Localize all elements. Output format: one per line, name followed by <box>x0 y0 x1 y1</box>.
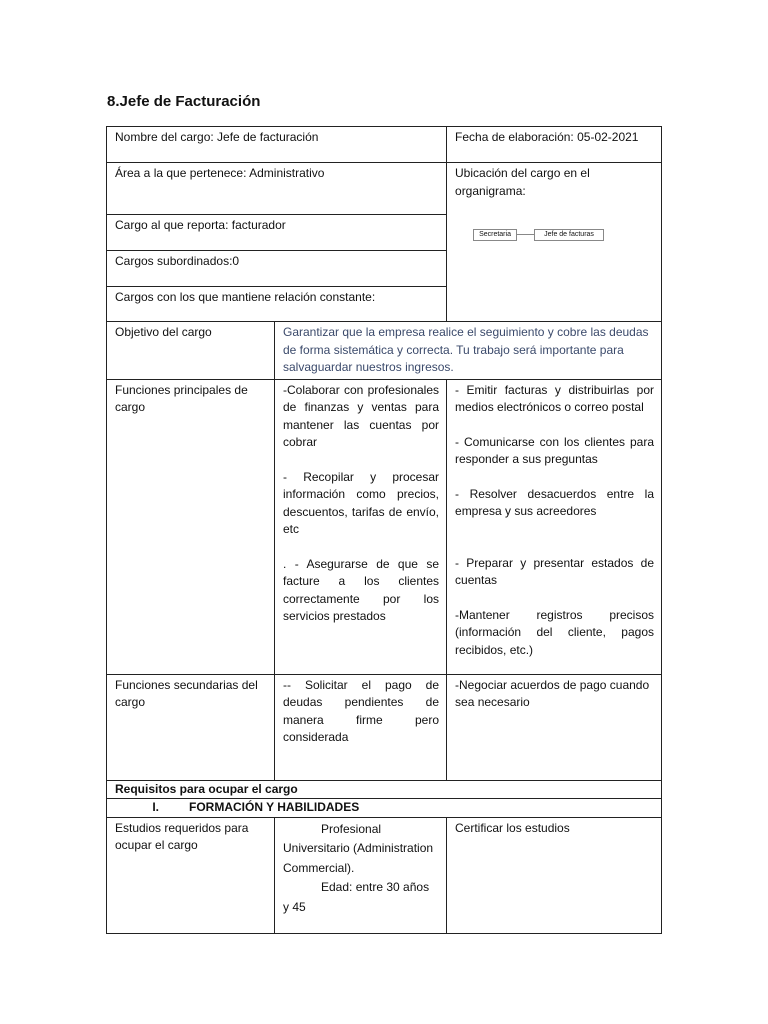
cell-objetivo-text: Garantizar que la empresa realice el seguimiento y cobre las deudas de forma sistemática y correcta. Tu trabajo será importante para salvaguardar nuestros ingresos. <box>275 322 662 380</box>
funcion-item: - Comunicarse con los clientes para responder a sus preguntas <box>455 434 655 466</box>
cell-funciones-principales-col1 <box>275 379 447 674</box>
edad-line2: y 45 <box>283 899 306 914</box>
cell-funciones-principales-col2 <box>447 379 662 674</box>
funcion-item: - Preparar y presentar estados de cuentas <box>455 555 655 587</box>
page-title: 8.Jefe de Facturación <box>107 93 261 110</box>
row-area <box>107 163 662 215</box>
cell-subordinados: Cargos subordinados:0 <box>107 251 447 287</box>
ubicacion-label: Ubicación del cargo en el organigrama: <box>455 166 590 198</box>
funcion-item: . - Asegurarse de que se facture a los clientes correctamente por los servicios prestados <box>283 556 440 623</box>
section-formacion <box>107 799 662 818</box>
cell-estudios-label: Estudios requeridos para ocupar el cargo <box>107 817 275 933</box>
org-box-secretaria: Secretaria <box>473 229 517 241</box>
cell-nombre: Nombre del cargo: Jefe de facturación <box>107 127 447 163</box>
estudios-line2: Universitario (Administration Commercial). <box>283 841 434 875</box>
org-box-jefe: Jefe de facturas <box>534 229 604 241</box>
cell-ubicacion <box>447 163 662 322</box>
cell-funciones-secundarias-label: Funciones secundarias del cargo <box>107 674 275 780</box>
row-estudios <box>107 817 662 933</box>
section-number: I. <box>152 800 159 814</box>
cell-objetivo-label: Objetivo del cargo <box>107 322 275 380</box>
funcion-item: - Resolver desacuerdos entre la empresa y sus acreedores <box>455 486 655 518</box>
cell-certificar: Certificar los estudios <box>447 817 662 933</box>
row-funciones-secundarias <box>107 674 662 780</box>
row-funciones-principales <box>107 379 662 674</box>
cell-relacion: Cargos con los que mantiene relación constante: <box>107 287 447 322</box>
requisitos-heading: Requisitos para ocupar el cargo <box>107 780 662 799</box>
cell-estudios <box>275 817 447 933</box>
cell-funciones-secundarias-col1: -- Solicitar el pago de deudas pendientes de manera firme pero considerada <box>275 674 447 780</box>
cell-reporta: Cargo al que reporta: facturador <box>107 215 447 251</box>
funcion-item: -Colaborar con profesionales de finanzas y ventas para mantener las cuentas por cobrar <box>283 382 440 449</box>
row-nombre <box>107 127 662 163</box>
funcion-item: - Emitir facturas y distribuirlas por medios electrónicos o correo postal <box>455 382 655 414</box>
org-connector <box>516 234 534 235</box>
row-requisitos-heading <box>107 780 662 799</box>
row-section-formacion <box>107 799 662 818</box>
funcion-item: -Mantener registros precisos (información del cliente, pagos recibidos, etc.) <box>455 607 655 657</box>
funcion-item: - Recopilar y procesar información como precios, descuentos, tarifas de envío, etc <box>283 469 440 536</box>
cell-funciones-principales-label: Funciones principales de cargo <box>107 379 275 674</box>
cell-funciones-secundarias-col2: -Negociar acuerdos de pago cuando sea necesario <box>447 674 662 780</box>
row-objetivo <box>107 322 662 380</box>
job-description-table <box>106 126 662 934</box>
estudios-line1: Profesional <box>321 821 382 836</box>
org-chart <box>455 222 654 262</box>
edad-line1: Edad: entre 30 años <box>321 880 430 894</box>
cell-fecha: Fecha de elaboración: 05-02-2021 <box>447 127 662 163</box>
cell-area: Área a la que pertenece: Administrativo <box>107 163 447 215</box>
section-title: FORMACIÓN Y HABILIDADES <box>189 800 360 814</box>
